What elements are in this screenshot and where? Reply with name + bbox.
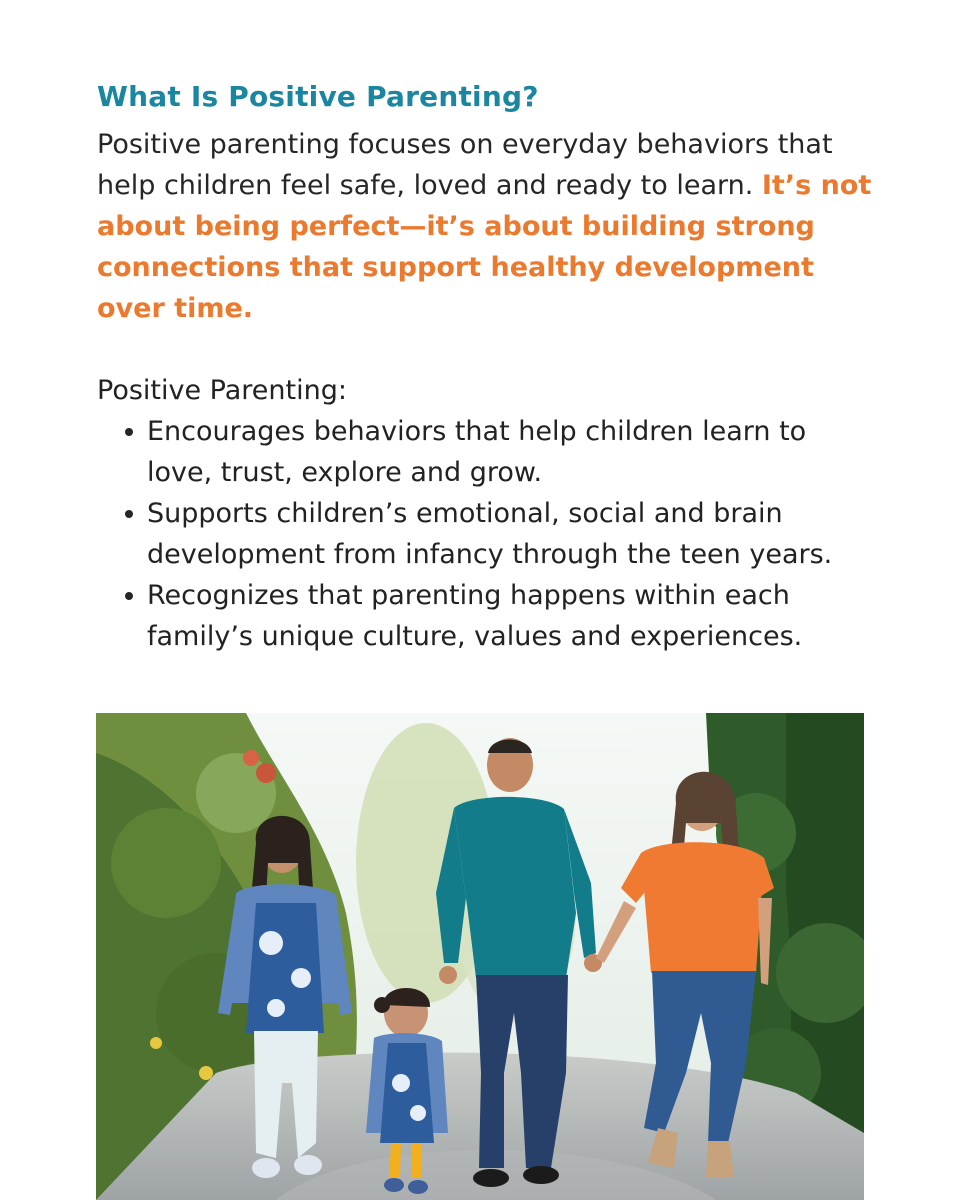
list-item — [121, 493, 877, 575]
section-heading: What Is Positive Parenting? — [97, 80, 539, 113]
family-walking-photo — [96, 713, 864, 1200]
intro-plain-text: Positive parenting focuses on everyday behaviors that help children feel safe, loved and ready to learn. — [97, 129, 833, 201]
bullet-dot-icon — [125, 592, 133, 600]
article-content — [97, 78, 877, 657]
intro-emphasis-text: It’s not about being perfect—it’s about building strong connections that support healthy development over time. — [97, 170, 872, 324]
list-item-text: Encourages behaviors that help children learn to love, trust, explore and grow. — [147, 416, 807, 488]
list-item-text: Supports children’s emotional, social and brain development from infancy through the teen years. — [147, 498, 833, 570]
bullet-list — [121, 411, 877, 657]
list-label: Positive Parenting: — [97, 375, 347, 406]
bullet-dot-icon — [125, 510, 133, 518]
list-item — [121, 411, 877, 493]
intro-paragraph — [97, 124, 877, 329]
list-item-text: Recognizes that parenting happens within each family’s unique culture, values and experiences. — [147, 580, 803, 652]
bullet-dot-icon — [125, 428, 133, 436]
list-item — [121, 575, 877, 657]
